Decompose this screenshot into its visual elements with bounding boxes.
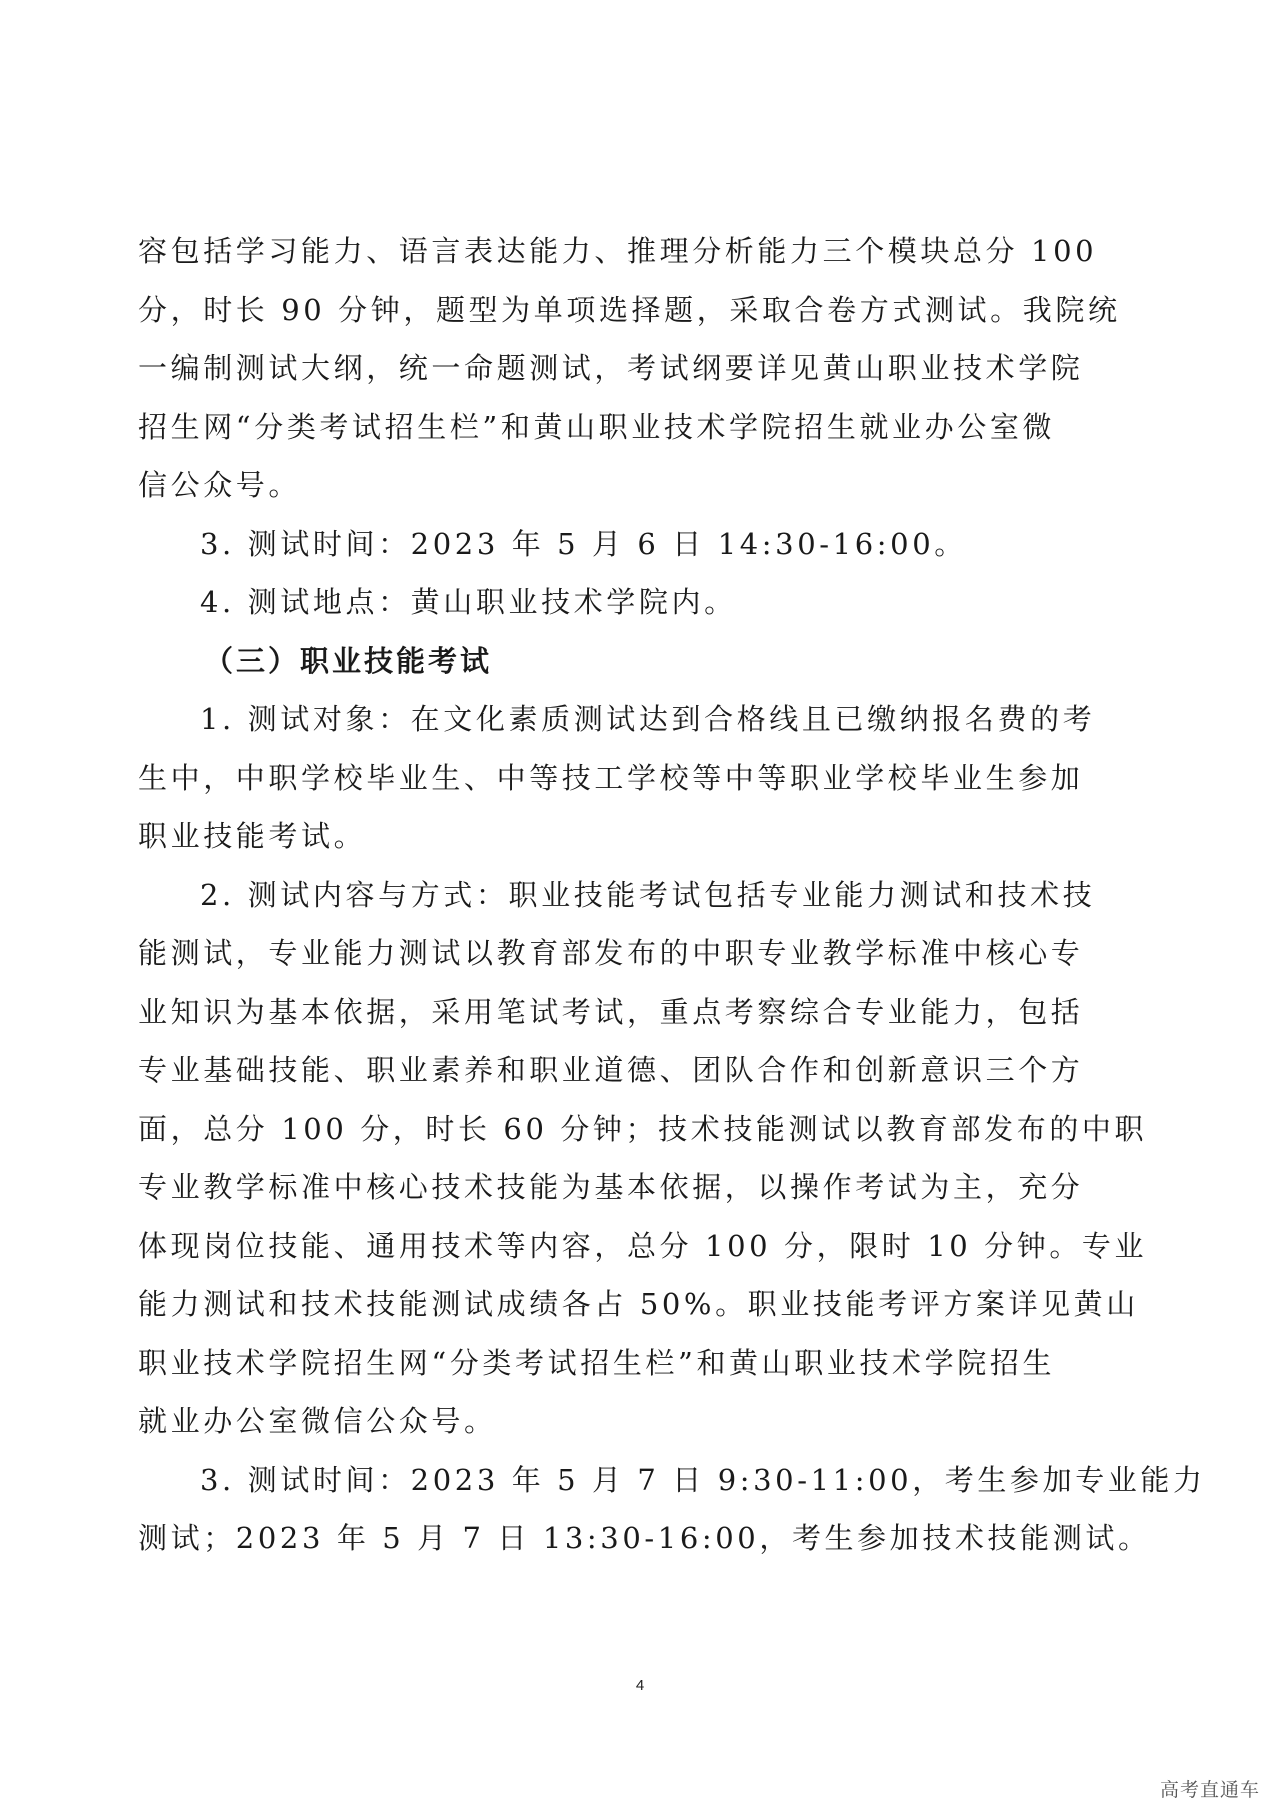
paragraph-line: 职业技能考试。 bbox=[138, 819, 367, 853]
paragraph-line: 分，时长 90 分钟，题型为单项选择题，采取合卷方式测试。我院统 bbox=[138, 292, 1121, 327]
paragraph-line: 一编制测试大纲，统一命题测试，考试纲要详见黄山职业技术学院 bbox=[138, 351, 1084, 385]
paragraph-line: 1. 测试对象：在文化素质测试达到合格线且已缴纳报名费的考 bbox=[200, 702, 1096, 736]
paragraph-line: 测试；2023 年 5 月 7 日 13:30-16:00，考生参加技术技能测试。 bbox=[138, 1521, 1151, 1555]
paragraph-line: 面，总分 100 分，时长 60 分钟；技术技能测试以教育部发布的中职 bbox=[138, 1111, 1148, 1146]
paragraph-line: 业知识为基本依据，采用笔试考试，重点考察综合专业能力，包括 bbox=[138, 994, 1084, 1029]
paragraph-line: 就业办公室微信公众号。 bbox=[138, 1404, 497, 1438]
paragraph-line: 能力测试和技术技能测试成绩各占 50%。职业技能考评方案详见黄山 bbox=[138, 1287, 1139, 1321]
paragraph-line: 职业技术学院招生网“分类考试招生栏”和黄山职业技术学院招生 bbox=[138, 1345, 1056, 1380]
paragraph-line: 能测试，专业能力测试以教育部发布的中职专业教学标准中核心专 bbox=[138, 936, 1084, 970]
paragraph-line: 容包括学习能力、语言表达能力、推理分析能力三个模块总分 100 bbox=[138, 234, 1098, 268]
paragraph-line: 体现岗位技能、通用技术等内容，总分 100 分，限时 10 分钟。专业 bbox=[138, 1228, 1148, 1263]
paragraph-line: 信公众号。 bbox=[138, 468, 302, 502]
page-number: 4 bbox=[635, 1677, 645, 1694]
paragraph-line: 专业教学标准中核心技术技能为基本依据，以操作考试为主，充分 bbox=[138, 1170, 1084, 1204]
paragraph-line: 2. 测试内容与方式：职业技能考试包括专业能力测试和技术技 bbox=[200, 877, 1096, 912]
paragraph-line: 生中，中职学校毕业生、中等技工学校等中等职业学校毕业生参加 bbox=[138, 760, 1084, 795]
test-time-line: 3. 测试时间：2023 年 5 月 7 日 9:30-11:00，考生参加专业能力 bbox=[200, 1462, 1206, 1497]
test-time-line: 3. 测试时间：2023 年 5 月 6 日 14:30-16:00。 bbox=[200, 526, 967, 561]
paragraph-line: 招生网“分类考试招生栏”和黄山职业技术学院招生就业办公室微 bbox=[138, 409, 1056, 444]
document-body bbox=[138, 222, 1206, 1568]
paragraph-line: 专业基础技能、职业素养和职业道德、团队合作和创新意识三个方 bbox=[138, 1053, 1084, 1087]
section-heading: （三）职业技能考试 bbox=[204, 643, 493, 678]
watermark: 高考直通车 bbox=[1159, 1779, 1260, 1801]
test-location-line: 4. 测试地点：黄山职业技术学院内。 bbox=[200, 585, 737, 619]
